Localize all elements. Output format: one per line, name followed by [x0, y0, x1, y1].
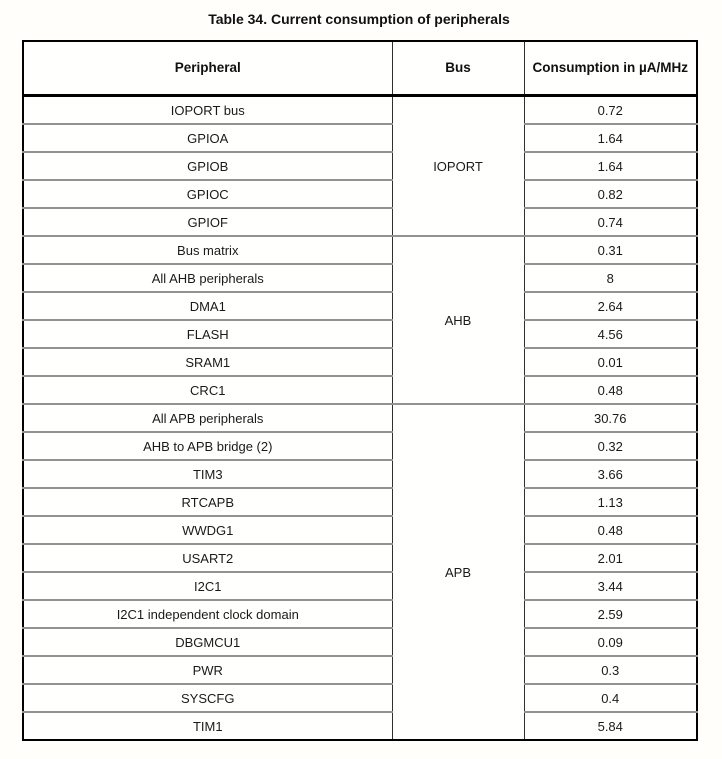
- peripheral-cell: AHB to APB bridge (2): [23, 432, 392, 460]
- table-row: [23, 376, 697, 404]
- header-consumption: Consumption in µA/MHz: [524, 41, 697, 96]
- value-cell: 5.84: [524, 712, 697, 740]
- peripheral-cell: I2C1: [23, 572, 392, 600]
- table-title: Table 34. Current consumption of peripherals: [208, 11, 510, 27]
- table-row: [23, 600, 697, 628]
- table-row: [23, 152, 697, 180]
- header-row: [23, 41, 697, 96]
- table-row: [23, 488, 697, 516]
- table-row: [23, 348, 697, 376]
- peripheral-cell: All APB peripherals: [23, 404, 392, 432]
- value-cell: 0.48: [524, 376, 697, 404]
- peripheral-cell: GPIOC: [23, 180, 392, 208]
- table-row: [23, 460, 697, 488]
- table-container: [22, 8, 696, 741]
- value-cell: 2.59: [524, 600, 697, 628]
- table-row: [23, 656, 697, 684]
- peripheral-cell: DBGMCU1: [23, 628, 392, 656]
- peripheral-cell: PWR: [23, 656, 392, 684]
- value-cell: 3.66: [524, 460, 697, 488]
- peripheral-cell: Bus matrix: [23, 236, 392, 264]
- value-cell: 0.09: [524, 628, 697, 656]
- peripheral-cell: WWDG1: [23, 516, 392, 544]
- table-body: [23, 96, 697, 741]
- table-row: [23, 208, 697, 236]
- peripheral-cell: RTCAPB: [23, 488, 392, 516]
- value-cell: 3.44: [524, 572, 697, 600]
- value-cell: 2.01: [524, 544, 697, 572]
- peripheral-cell: SRAM1: [23, 348, 392, 376]
- bus-cell: AHB: [392, 236, 524, 404]
- peripheral-cell: TIM1: [23, 712, 392, 740]
- value-cell: 0.4: [524, 684, 697, 712]
- peripheral-cell: DMA1: [23, 292, 392, 320]
- table-row: [23, 432, 697, 460]
- value-cell: 2.64: [524, 292, 697, 320]
- bus-cell: IOPORT: [392, 96, 524, 237]
- value-cell: 1.64: [524, 152, 697, 180]
- peripheral-cell: CRC1: [23, 376, 392, 404]
- table-row: [23, 544, 697, 572]
- peripheral-cell: GPIOB: [23, 152, 392, 180]
- value-cell: 8: [524, 264, 697, 292]
- table-row: [23, 516, 697, 544]
- value-cell: 0.72: [524, 96, 697, 125]
- peripheral-cell: FLASH: [23, 320, 392, 348]
- table-row: [23, 572, 697, 600]
- peripheral-cell: GPIOA: [23, 124, 392, 152]
- header-bus: Bus: [392, 41, 524, 96]
- value-cell: 0.82: [524, 180, 697, 208]
- value-cell: 0.31: [524, 236, 697, 264]
- peripheral-cell: SYSCFG: [23, 684, 392, 712]
- table-row: [23, 712, 697, 740]
- value-cell: 0.74: [524, 208, 697, 236]
- value-cell: 0.3: [524, 656, 697, 684]
- table-row: [23, 124, 697, 152]
- header-peripheral: Peripheral: [23, 41, 392, 96]
- value-cell: 1.13: [524, 488, 697, 516]
- peripheral-cell: IOPORT bus: [23, 96, 392, 125]
- consumption-table: [22, 40, 698, 741]
- table-row: [23, 96, 697, 125]
- value-cell: 0.32: [524, 432, 697, 460]
- value-cell: 0.01: [524, 348, 697, 376]
- peripheral-cell: TIM3: [23, 460, 392, 488]
- value-cell: 30.76: [524, 404, 697, 432]
- table-row: [23, 404, 697, 432]
- table-row: [23, 236, 697, 264]
- table-header: [23, 41, 697, 96]
- peripheral-cell: All AHB peripherals: [23, 264, 392, 292]
- value-cell: 4.56: [524, 320, 697, 348]
- peripheral-cell: USART2: [23, 544, 392, 572]
- table-row: [23, 292, 697, 320]
- table-row: [23, 264, 697, 292]
- table-row: [23, 684, 697, 712]
- bus-cell: APB: [392, 404, 524, 740]
- value-cell: 1.64: [524, 124, 697, 152]
- table-row: [23, 320, 697, 348]
- table-row: [23, 180, 697, 208]
- table-row: [23, 628, 697, 656]
- peripheral-cell: GPIOF: [23, 208, 392, 236]
- value-cell: 0.48: [524, 516, 697, 544]
- peripheral-cell: I2C1 independent clock domain: [23, 600, 392, 628]
